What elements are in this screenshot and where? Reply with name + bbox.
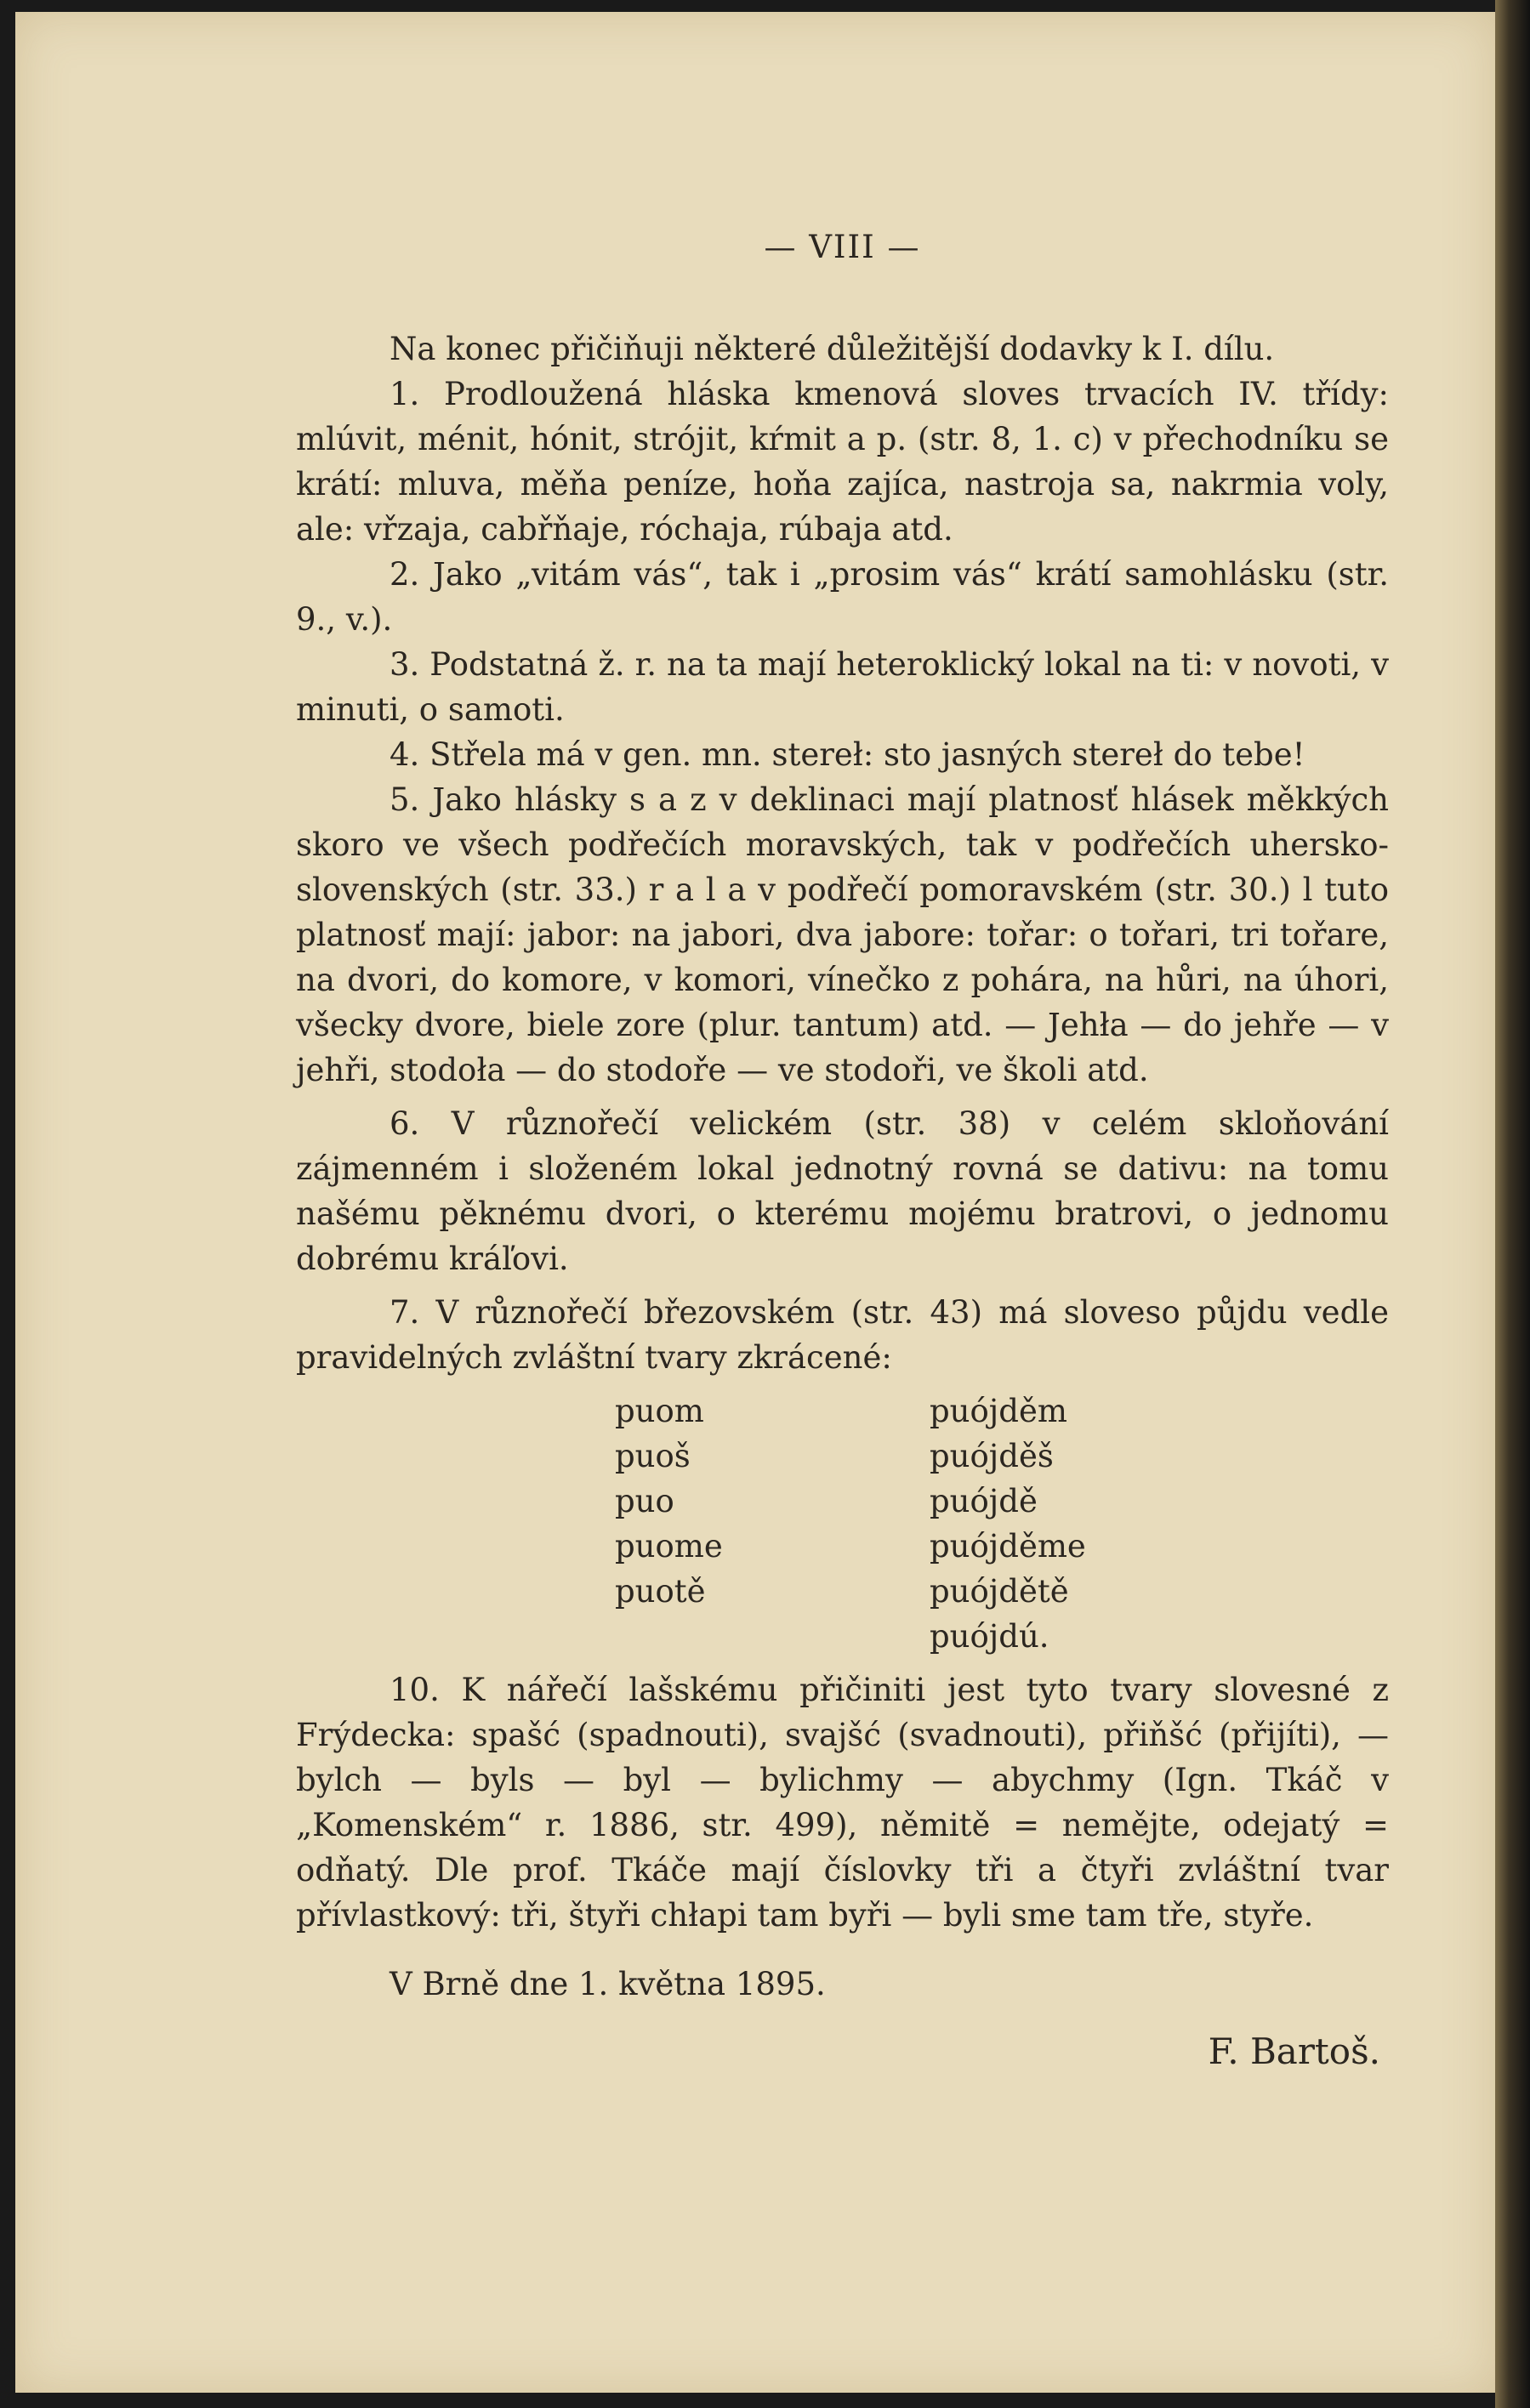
verb-form: puójděme xyxy=(930,1528,1086,1565)
item-2: 2. Jako „vitám vás“, tak i „prosim vás“ krátí samohlásku (str. 9., v.). xyxy=(296,556,1389,638)
item-6: 6. V různořečí velickém (str. 38) v celém skloňování zájmenném i složeném lokal jednotný rovná se dativu: na tomu našému pěknému dvori, o kterému mojému bratrovi, o jednomu dobrému kráľovi. xyxy=(296,1105,1389,1277)
verb-forms-table xyxy=(615,1389,1389,1659)
verb-form: puome xyxy=(615,1528,723,1565)
item-5: 5. Jako hlásky s a z v deklinaci mají platnosť hlásek měkkých skoro ve všech podřečích moravských, tak v podřečích uhersko-slovenských (str. 33.) r a l a v podřečí pomoravském (str. 30.) l tuto platnosť mají: jabor: na jabori, dva jabore: tořar: o tořari, tri tořare, na dvori, do komore, v komori, vínečko z pohára, na hůri, na úhori, všecky dvore, biele zore (plur. tantum) atd. — Jehła — do jehře — v jehři, stodoła — do stodoře — ve stodoři, ve školi atd. xyxy=(296,781,1389,1088)
place-date: V Brně dne 1. května 1895. xyxy=(390,1966,826,2002)
item-3: 3. Podstatná ž. r. na ta mají heteroklický lokal na ti: v novoti, v minuti, o samoti. xyxy=(296,646,1389,728)
verb-forms-left-column xyxy=(615,1389,930,1659)
item-7: 7. V různořečí březovském (str. 43) má sloveso půjdu vedle pravidelných zvláštní tvary zkrácené: xyxy=(296,1294,1389,1376)
verb-form: puo xyxy=(615,1483,674,1519)
item-4: 4. Střela má v gen. mn. stereł: sto jasných stereł do tebe! xyxy=(390,736,1305,773)
verb-form: puójdú. xyxy=(930,1618,1049,1655)
book-spine-edge xyxy=(1495,0,1530,2408)
verb-form: puoš xyxy=(615,1438,691,1474)
verb-form: puójděm xyxy=(930,1393,1067,1429)
verb-form: puójděš xyxy=(930,1438,1054,1474)
page-header: — VIII — xyxy=(764,229,921,265)
verb-form: puójdě xyxy=(930,1483,1038,1519)
author-signature: F. Bartoš. xyxy=(1208,2030,1380,2072)
intro-paragraph: Na konec přičiňuji některé důležitější dodavky k I. dílu. xyxy=(390,331,1275,367)
page xyxy=(15,12,1495,2393)
item-1: 1. Prodloužená hláska kmenová sloves trvacích IV. třídy: mlúvit, ménit, hónit, strójit, kŕmit a p. (str. 8, 1. c) v přechodníku se krátí: mluva, měňa peníze, hoňa zajíca, nastroja sa, nakrmia voly, ale: vřzaja, cabřňaje, róchaja, rúbaja atd. xyxy=(296,376,1389,548)
page-text xyxy=(296,224,1389,2074)
verb-forms-right-column xyxy=(930,1389,1244,1659)
item-10: 10. K nářečí lašskému přičiniti jest tyto tvary slovesné z Frýdecka: spašć (spadnouti), svajšć (svadnouti), přiňšć (přijíti), — bylch — byls — byl — bylichmy — abychmy (Ign. Tkáč v „Komenském“ r. 1886, str. 499), němitě = nemějte, odejatý = odňatý. Dle prof. Tkáče mají číslovky tři a čtyři zvláštní tvar přívlastkový: tři, štyři chłapi tam byři — byli sme tam tře, styře. xyxy=(296,1672,1389,1934)
verb-form: puom xyxy=(615,1393,704,1429)
verb-form: puotě xyxy=(615,1573,706,1610)
verb-form: puójdětě xyxy=(930,1573,1069,1610)
